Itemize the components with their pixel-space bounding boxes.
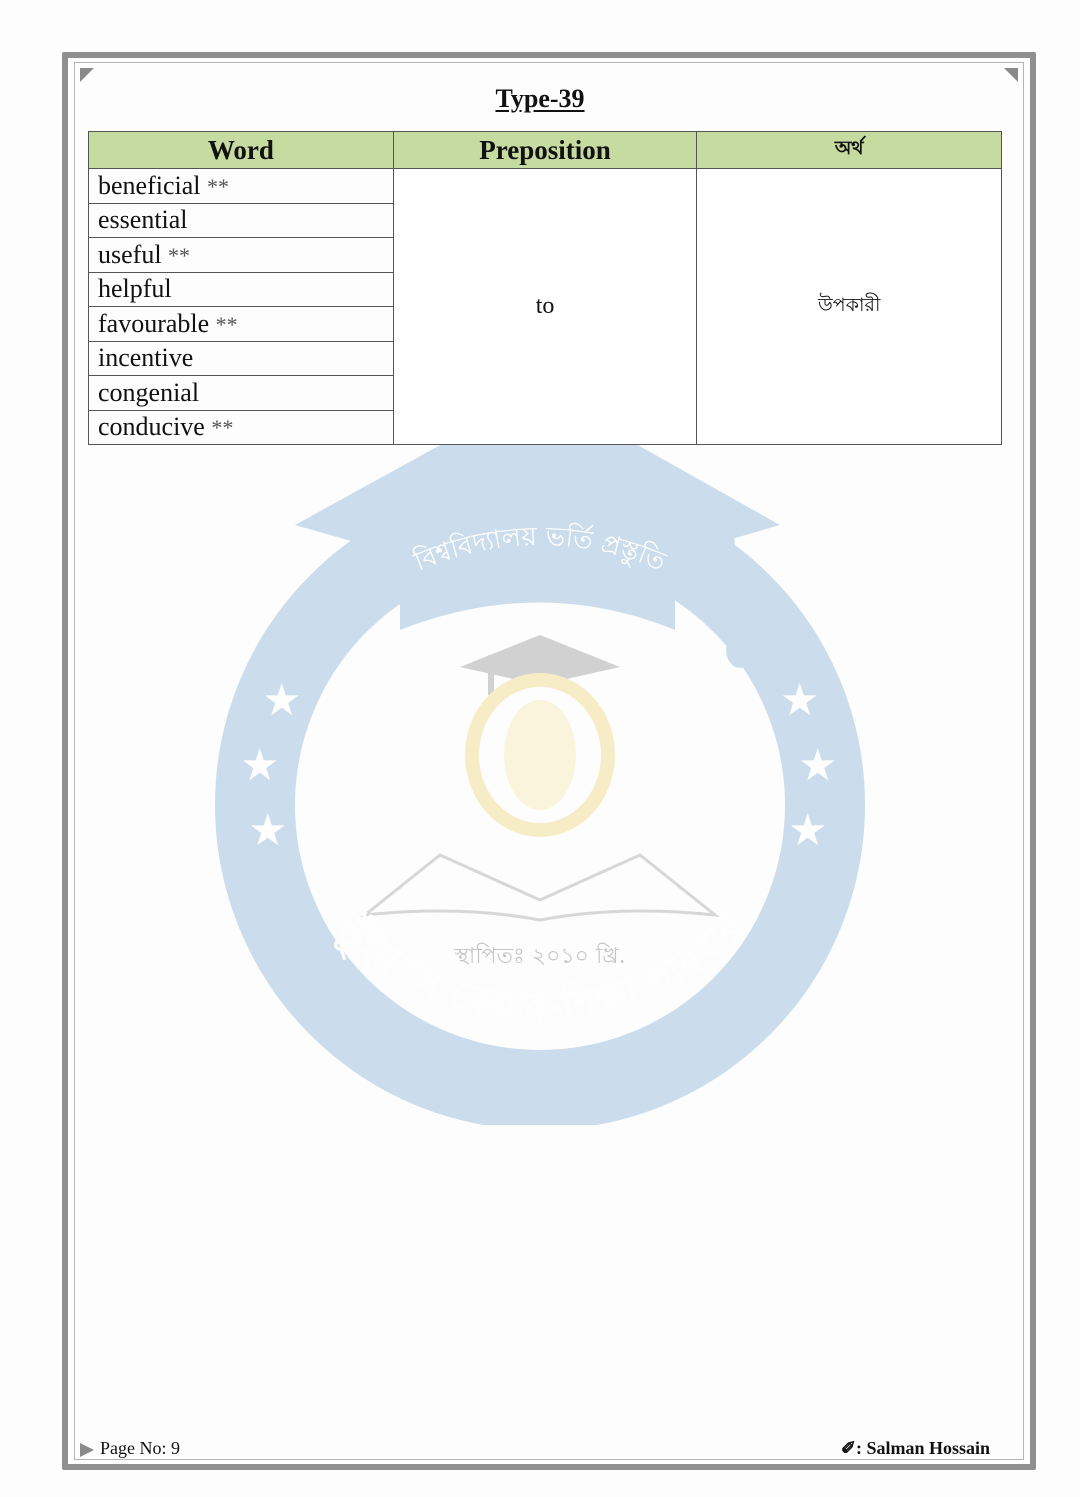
preposition-table [88, 131, 1002, 445]
svg-text:বিশ্ববিদ্যালয় ভর্তি প্রস্তুতি: বিশ্ববিদ্যালয় ভর্তি প্রস্তুতি [410, 521, 670, 578]
svg-text:★: ★ [798, 740, 838, 791]
svg-text:★: ★ [780, 675, 820, 726]
word-cell: beneficial ** [89, 169, 394, 204]
word-cell: useful ** [89, 238, 394, 273]
word-cell: helpful [89, 272, 394, 307]
word-cell: favourable ** [89, 307, 394, 342]
arrow-icon [80, 1443, 94, 1457]
svg-text:★: ★ [248, 805, 288, 856]
section-title: Type-39 [495, 84, 585, 113]
header-word: Word [89, 132, 394, 169]
svg-text:★: ★ [788, 805, 828, 856]
header-preposition: Preposition [393, 132, 697, 169]
header-meaning: অর্থ [697, 132, 1002, 169]
table-header-row [89, 132, 1002, 169]
preposition-cell: to [393, 169, 697, 445]
word-cell: incentive [89, 341, 394, 376]
svg-text:★: ★ [262, 675, 302, 726]
corner-ornament-top-right [1004, 68, 1018, 82]
corner-ornament-top-left [80, 68, 94, 82]
table-row [89, 169, 1002, 204]
svg-text:স্থাপিতঃ ২০১০ খ্রি.: স্থাপিতঃ ২০১০ খ্রি. [454, 944, 626, 969]
svg-text:★: ★ [240, 740, 280, 791]
pen-icon: ✐ [840, 1438, 856, 1458]
word-cell: conducive ** [89, 410, 394, 445]
word-cell: essential [89, 203, 394, 238]
meaning-cell: উপকারী [697, 169, 1002, 445]
page-number: Page No: 9 [80, 1438, 180, 1459]
word-cell: congenial [89, 376, 394, 411]
author-credit: ✐: Salman Hossain [840, 1438, 990, 1458]
watermark-logo [210, 385, 870, 1125]
svg-text:ভূঁইয়া'স কেয়ার-শিক্ষা পরিবার: ভূঁইয়া'স কেয়ার-শিক্ষা পরিবার [325, 903, 755, 1031]
